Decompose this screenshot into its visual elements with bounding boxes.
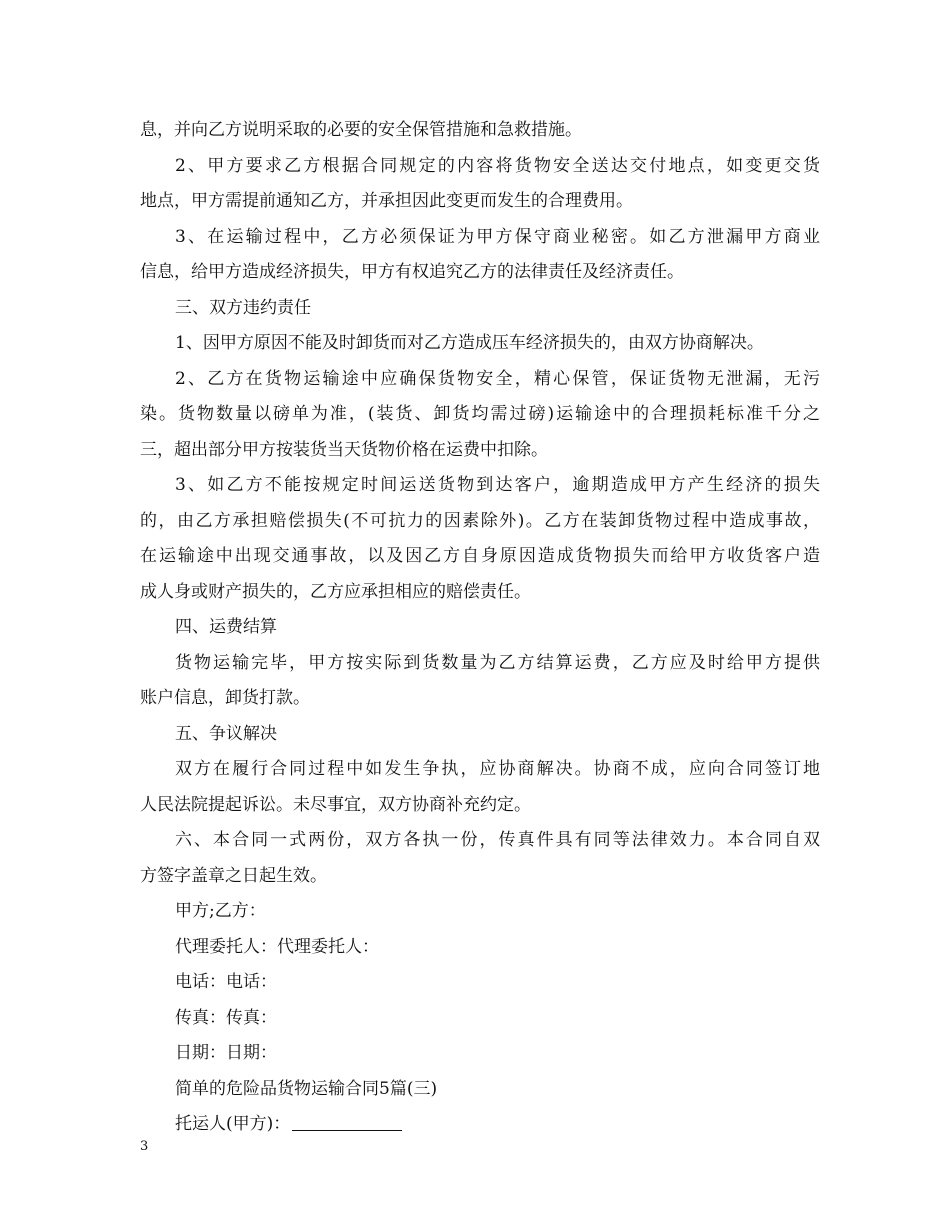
shipper-line xyxy=(140,1107,820,1143)
paragraph-line: 2、乙方在货物运输途中应确保货物安全，精心保管，保证货物无泄漏，无污 xyxy=(175,368,820,389)
paragraph-line: 方签字盖章之日起生效。 xyxy=(140,865,327,886)
paragraph-line: 1、因甲方原因不能及时卸货而对乙方造成压车经济损失的，由双方协商解决。 xyxy=(175,333,764,353)
paragraph-line: 地点，甲方需提前通知乙方，并承担因此变更而发生的合理费用。 xyxy=(140,191,633,211)
paragraph-line: 3、如乙方不能按规定时间运送货物到达客户，逾期造成甲方产生经济的损失 xyxy=(175,475,820,495)
paragraph-line: 2、甲方要求乙方根据合同规定的内容将货物安全送达交付地点，如变更交货 xyxy=(175,155,820,176)
fill-in-blank xyxy=(292,1110,402,1131)
contract-title-line: 简单的危险品货物运输合同5篇(三) xyxy=(175,1078,438,1099)
paragraph-line: 六、本合同一式两份，双方各执一份，传真件具有同等法律效力。本合同自双 xyxy=(175,830,820,850)
paragraph-line: 人民法院提起诉讼。未尽事宜，双方协商补充约定。 xyxy=(140,794,531,815)
paragraph-line: 双方在履行合同过程中如发生争执，应协商解决。协商不成，应向合同签订地 xyxy=(175,759,820,779)
contract-body xyxy=(140,113,820,1143)
page-number: 3 xyxy=(140,1139,149,1154)
paragraph-line: 在运输途中出现交通事故，以及因乙方自身原因造成货物损失而给甲方收货客户造 xyxy=(140,546,820,566)
signature-phone-line: 电话：电话： xyxy=(175,972,277,992)
section-heading: 三、双方违约责任 xyxy=(175,297,311,318)
paragraph-line: 的，由乙方承担赔偿损失(不可抗力的因素除外)。乙方在装卸货物过程中造成事故， xyxy=(140,510,820,531)
section-heading: 五、争议解决 xyxy=(175,723,277,744)
paragraph-line: 染。货物数量以磅单为准，(装货、卸货均需过磅)运输途中的合理损耗标准千分之 xyxy=(140,404,820,424)
paragraph-line: 成人身或财产损失的，乙方应承担相应的赔偿责任。 xyxy=(140,581,531,602)
signature-agent-line: 代理委托人：代理委托人： xyxy=(175,936,379,957)
paragraph-line: 3、在运输过程中，乙方必须保证为甲方保守商业秘密。如乙方泄漏甲方商业 xyxy=(175,226,820,247)
paragraph-line: 息，并向乙方说明采取的必要的安全保管措施和急救措施。 xyxy=(140,120,582,140)
signature-fax-line: 传真：传真： xyxy=(175,1007,277,1028)
paragraph-line: 账户信息，卸货打款。 xyxy=(140,688,310,708)
section-heading: 四、运费结算 xyxy=(175,617,277,637)
signature-party-line: 甲方;乙方： xyxy=(175,901,266,921)
shipper-label: 托运人(甲方)： xyxy=(175,1114,291,1134)
paragraph-line: 信息，给甲方造成经济损失，甲方有权追究乙方的法律责任及经济责任。 xyxy=(140,262,684,282)
paragraph-line: 货物运输完毕，甲方按实际到货数量为乙方结算运费，乙方应及时给甲方提供 xyxy=(175,652,820,673)
paragraph-line: 三，超出部分甲方按装货当天货物价格在运费中扣除。 xyxy=(140,439,548,460)
signature-date-line: 日期：日期： xyxy=(175,1043,277,1063)
